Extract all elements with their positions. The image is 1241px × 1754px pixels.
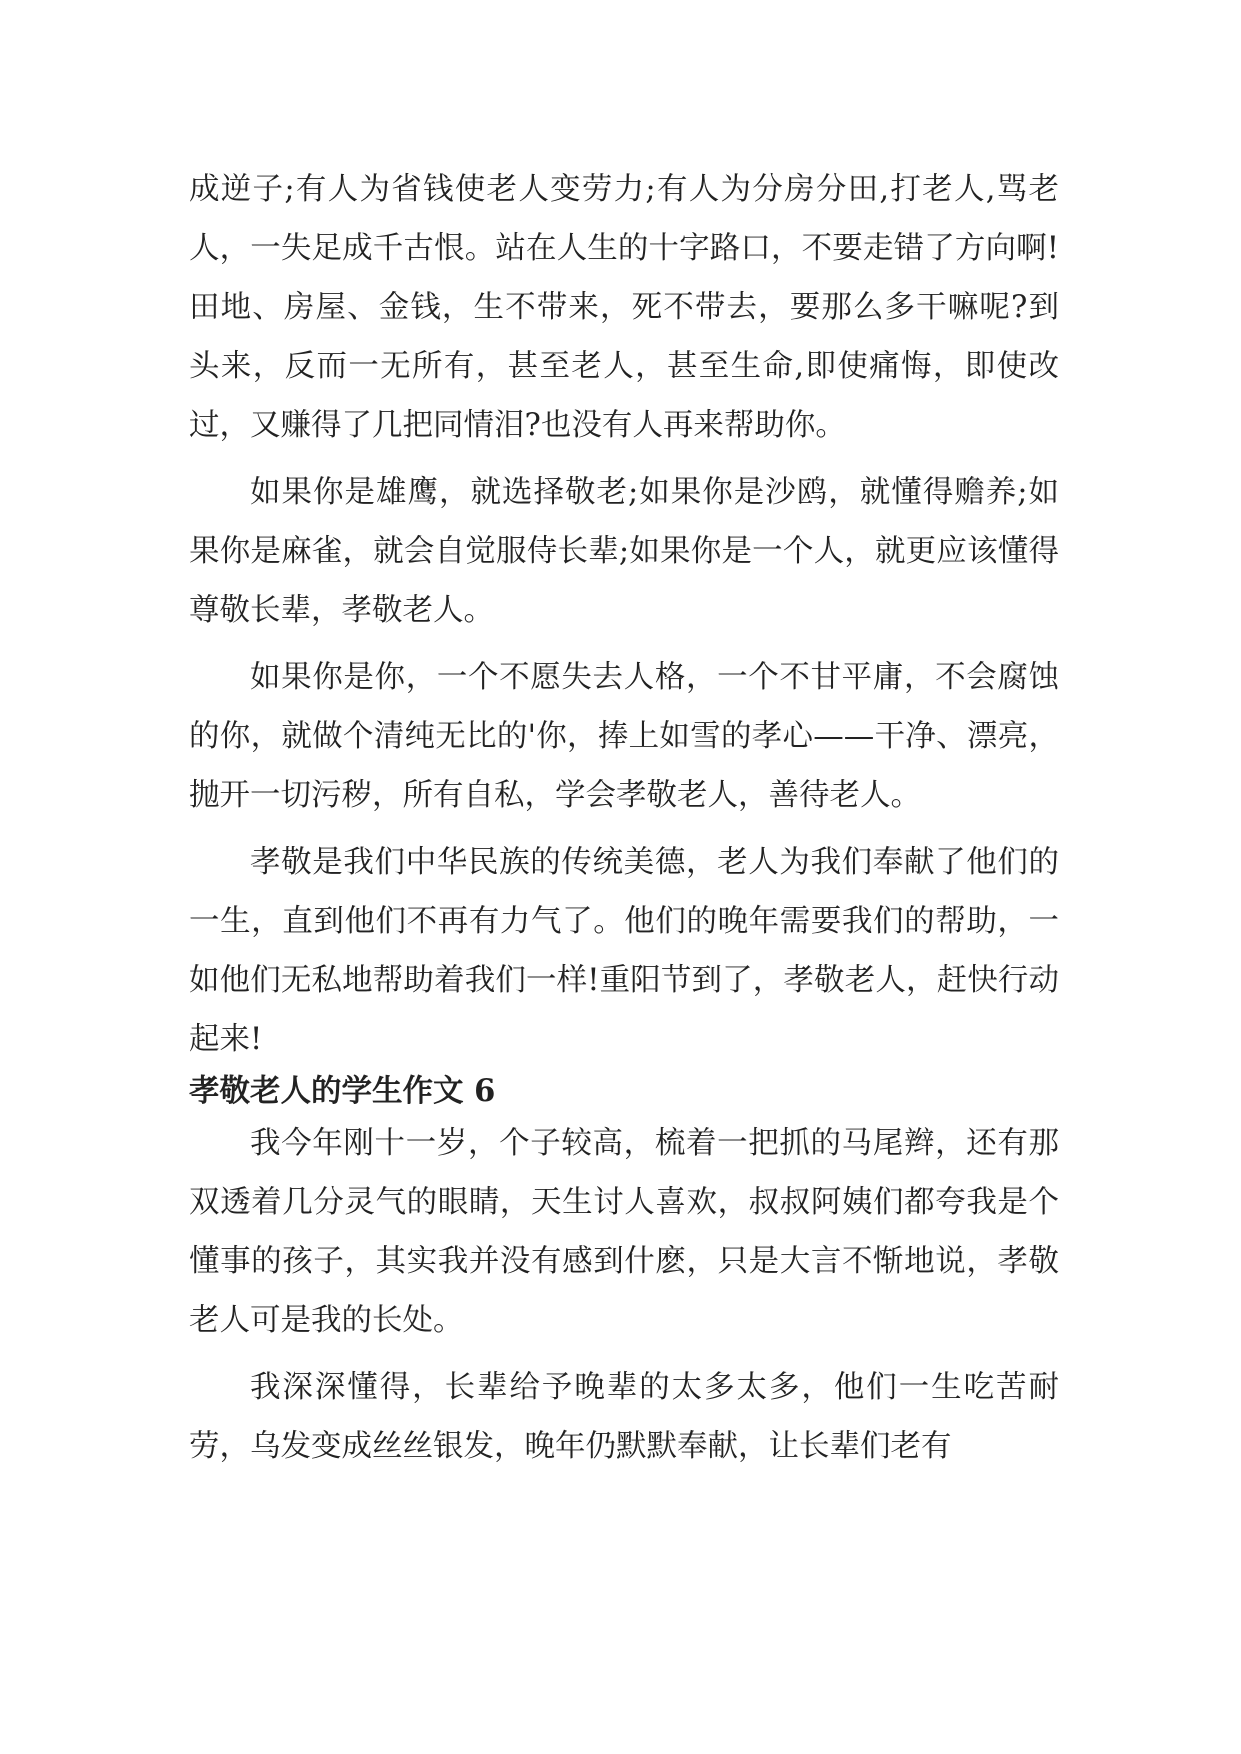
- paragraph: 我深深懂得，长辈给予晚辈的太多太多，他们一生吃苦耐劳，乌发变成丝丝银发，晚年仍默默奉献，让长辈们老有: [189, 1370, 1059, 1464]
- paragraph: 成逆子;有人为省钱使老人变劳力;有人为分房分田,打老人,骂老人，一失足成千古恨。站在人生的十字路口，不要走错了方向啊!田地、房屋、金钱，生不带来，死不带去，要那么多干嘛呢?到头来，反而一无所有，甚至老人，甚至生命,即使痛悔，即使改过，又赚得了几把同情泪?也没有人再来帮助你。: [189, 172, 1059, 443]
- document-body: [189, 160, 1059, 1476]
- section-title: 孝敬老人的学生作文 6: [189, 1073, 496, 1109]
- paragraph: 如果你是雄鹰，就选择敬老;如果你是沙鸥，就懂得赡养;如果你是麻雀，就会自觉服侍长辈;如果你是一个人，就更应该懂得尊敬长辈，孝敬老人。: [189, 475, 1059, 628]
- paragraph: 我今年刚十一岁，个子较高，梳着一把抓的马尾辫，还有那双透着几分灵气的眼睛，天生讨人喜欢，叔叔阿姨们都夸我是个懂事的孩子，其实我并没有感到什麽，只是大言不惭地说，孝敬老人可是我的长处。: [189, 1126, 1059, 1338]
- paragraph: 孝敬是我们中华民族的传统美德，老人为我们奉献了他们的一生，直到他们不再有力气了。他们的晚年需要我们的帮助，一如他们无私地帮助着我们一样!重阳节到了，孝敬老人，赶快行动起来!: [189, 845, 1059, 1057]
- paragraph: 如果你是你，一个不愿失去人格，一个不甘平庸，不会腐蚀的你，就做个清纯无比的'你，捧上如雪的孝心——干净、漂亮，抛开一切污秽，所有自私，学会孝敬老人，善待老人。: [189, 660, 1059, 813]
